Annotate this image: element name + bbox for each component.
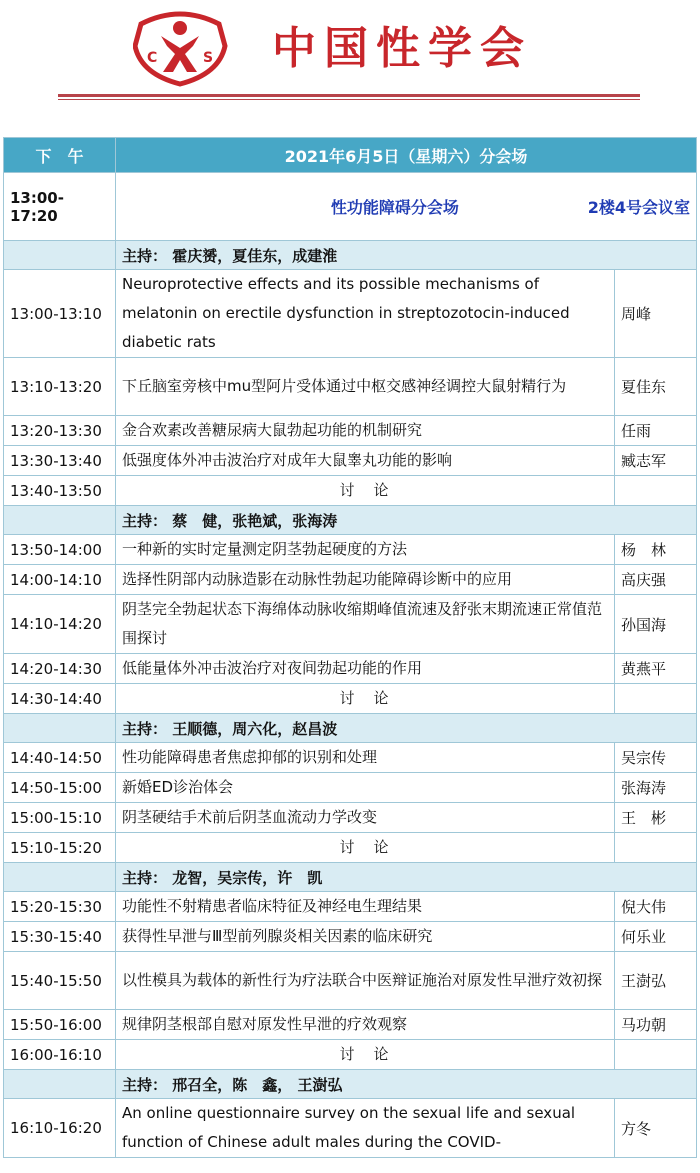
speaker-name: 高庆强 [615, 565, 697, 595]
discussion-label: 讨 论 [116, 833, 615, 863]
chair-label: 主持： 蔡 健，张艳斌，张海涛 [116, 506, 697, 535]
talk-title: 以性模具为载体的新性行为疗法联合中医辩证施治对原发性早泄疗效初探 [116, 952, 615, 1010]
talk-time: 14:00-14:10 [4, 565, 116, 595]
chair-time-cell [4, 1070, 116, 1099]
discussion-label: 讨 论 [116, 476, 615, 506]
discussion-label: 讨 论 [116, 684, 615, 714]
org-name: 中国性学会 [272, 23, 532, 74]
talk-title: 阴茎完全勃起状态下海绵体动脉收缩期峰值流速及舒张末期流速正常值范围探讨 [116, 595, 615, 654]
speaker-name: 夏佳东 [615, 358, 697, 416]
talk-row [4, 892, 697, 922]
talk-row [4, 773, 697, 803]
talk-row [4, 270, 697, 358]
chair-label: 主持： 龙智，吴宗传，许 凯 [116, 863, 697, 892]
talk-time: 13:10-13:20 [4, 358, 116, 416]
talk-time: 13:20-13:30 [4, 416, 116, 446]
speaker-name: 张海涛 [615, 773, 697, 803]
talk-row [4, 358, 697, 416]
talk-time: 15:20-15:30 [4, 892, 116, 922]
talk-title: 规律阴茎根部自慰对原发性早泄的疗效观察 [116, 1010, 615, 1040]
speaker-name [615, 1040, 697, 1070]
society-logo-icon [133, 2, 228, 87]
talk-title: 新婚ED诊治体会 [116, 773, 615, 803]
page-header [0, 0, 700, 135]
speaker-name: 吴宗传 [615, 743, 697, 773]
talk-time: 13:30-13:40 [4, 446, 116, 476]
talk-row [4, 654, 697, 684]
speaker-name: 臧志军 [615, 446, 697, 476]
schedule-table [3, 137, 697, 1158]
talk-row [4, 743, 697, 773]
discussion-row [4, 833, 697, 863]
speaker-name: 王 彬 [615, 803, 697, 833]
chair-row [4, 714, 697, 743]
talk-row [4, 565, 697, 595]
talk-row [4, 803, 697, 833]
speaker-name: 马功朝 [615, 1010, 697, 1040]
discussion-row [4, 684, 697, 714]
speaker-name: 倪大伟 [615, 892, 697, 922]
talk-time: 15:50-16:00 [4, 1010, 116, 1040]
venue-row [4, 173, 697, 241]
speaker-name: 周峰 [615, 270, 697, 358]
talk-time: 14:10-14:20 [4, 595, 116, 654]
chair-row [4, 506, 697, 535]
talk-title: 阴茎硬结手术前后阴茎血流动力学改变 [116, 803, 615, 833]
chair-time-cell [4, 863, 116, 892]
talk-row [4, 446, 697, 476]
speaker-name: 杨 林 [615, 535, 697, 565]
talk-title: 金合欢素改善糖尿病大鼠勃起功能的机制研究 [116, 416, 615, 446]
talk-time: 13:00-13:10 [4, 270, 116, 358]
talk-row [4, 952, 697, 1010]
speaker-name: 任雨 [615, 416, 697, 446]
talk-row [4, 535, 697, 565]
chair-time-cell [4, 241, 116, 270]
speaker-name: 王澍弘 [615, 952, 697, 1010]
logo-letter-c: C [147, 50, 158, 66]
talk-title: 功能性不射精患者临床特征及神经电生理结果 [116, 892, 615, 922]
venue-room: 2楼4号会议室 [587, 198, 690, 217]
speaker-name: 黄燕平 [615, 654, 697, 684]
talk-title: 低强度体外冲击波治疗对成年大鼠睾丸功能的影响 [116, 446, 615, 476]
chair-row [4, 241, 697, 270]
chair-label: 主持： 霍庆赟，夏佳东，成建淮 [116, 241, 697, 270]
speaker-name [615, 833, 697, 863]
talk-row [4, 922, 697, 952]
talk-row [4, 595, 697, 654]
talk-title: An online questionnaire survey on the sexual life and sexual function of Chinese adult males during the COVID- [116, 1099, 615, 1158]
chair-label: 主持： 邢召全，陈 鑫， 王澍弘 [116, 1070, 697, 1099]
speaker-name [615, 476, 697, 506]
speaker-name [615, 684, 697, 714]
chair-label: 主持： 王顺德，周六化，赵昌波 [116, 714, 697, 743]
talk-title: 低能量体外冲击波治疗对夜间勃起功能的作用 [116, 654, 615, 684]
header-divider-thin [58, 99, 640, 100]
discussion-row [4, 476, 697, 506]
talk-title: 性功能障碍患者焦虑抑郁的识别和处理 [116, 743, 615, 773]
logo-letter-s: S [203, 50, 214, 66]
talk-time: 14:20-14:30 [4, 654, 116, 684]
talk-time: 15:30-15:40 [4, 922, 116, 952]
talk-title: 下丘脑室旁核中mu型阿片受体通过中枢交感神经调控大鼠射精行为 [116, 358, 615, 416]
header-divider [58, 94, 640, 97]
talk-time: 16:10-16:20 [4, 1099, 116, 1158]
chair-time-cell [4, 714, 116, 743]
venue-name: 性功能障碍分会场 [330, 198, 459, 217]
talk-title: 一种新的实时定量测定阴茎勃起硬度的方法 [116, 535, 615, 565]
talk-row [4, 1099, 697, 1158]
talk-time: 14:50-15:00 [4, 773, 116, 803]
talk-row [4, 1010, 697, 1040]
talk-title: 获得性早泄与Ⅲ型前列腺炎相关因素的临床研究 [116, 922, 615, 952]
chair-time-cell [4, 506, 116, 535]
talk-title: Neuroprotective effects and its possible mechanisms of melatonin on erectile dysfunction in streptozotocin-induced diabetic rats [116, 270, 615, 358]
period-label: 下 午 [4, 138, 116, 173]
table-header-row [4, 138, 697, 173]
venue-time: 13:00-17:20 [4, 173, 116, 241]
talk-time: 14:30-14:40 [4, 684, 116, 714]
talk-time: 14:40-14:50 [4, 743, 116, 773]
chair-row [4, 863, 697, 892]
talk-time: 15:10-15:20 [4, 833, 116, 863]
talk-title: 选择性阴部内动脉造影在动脉性勃起功能障碍诊断中的应用 [116, 565, 615, 595]
discussion-row [4, 1040, 697, 1070]
talk-time: 13:50-14:00 [4, 535, 116, 565]
talk-row [4, 416, 697, 446]
chair-row [4, 1070, 697, 1099]
talk-time: 15:00-15:10 [4, 803, 116, 833]
talk-time: 16:00-16:10 [4, 1040, 116, 1070]
speaker-name: 方冬 [615, 1099, 697, 1158]
talk-time: 15:40-15:50 [4, 952, 116, 1010]
speaker-name: 何乐业 [615, 922, 697, 952]
speaker-name: 孙国海 [615, 595, 697, 654]
date-label: 2021年6月5日（星期六）分会场 [116, 138, 697, 173]
discussion-label: 讨 论 [116, 1040, 615, 1070]
talk-time: 13:40-13:50 [4, 476, 116, 506]
